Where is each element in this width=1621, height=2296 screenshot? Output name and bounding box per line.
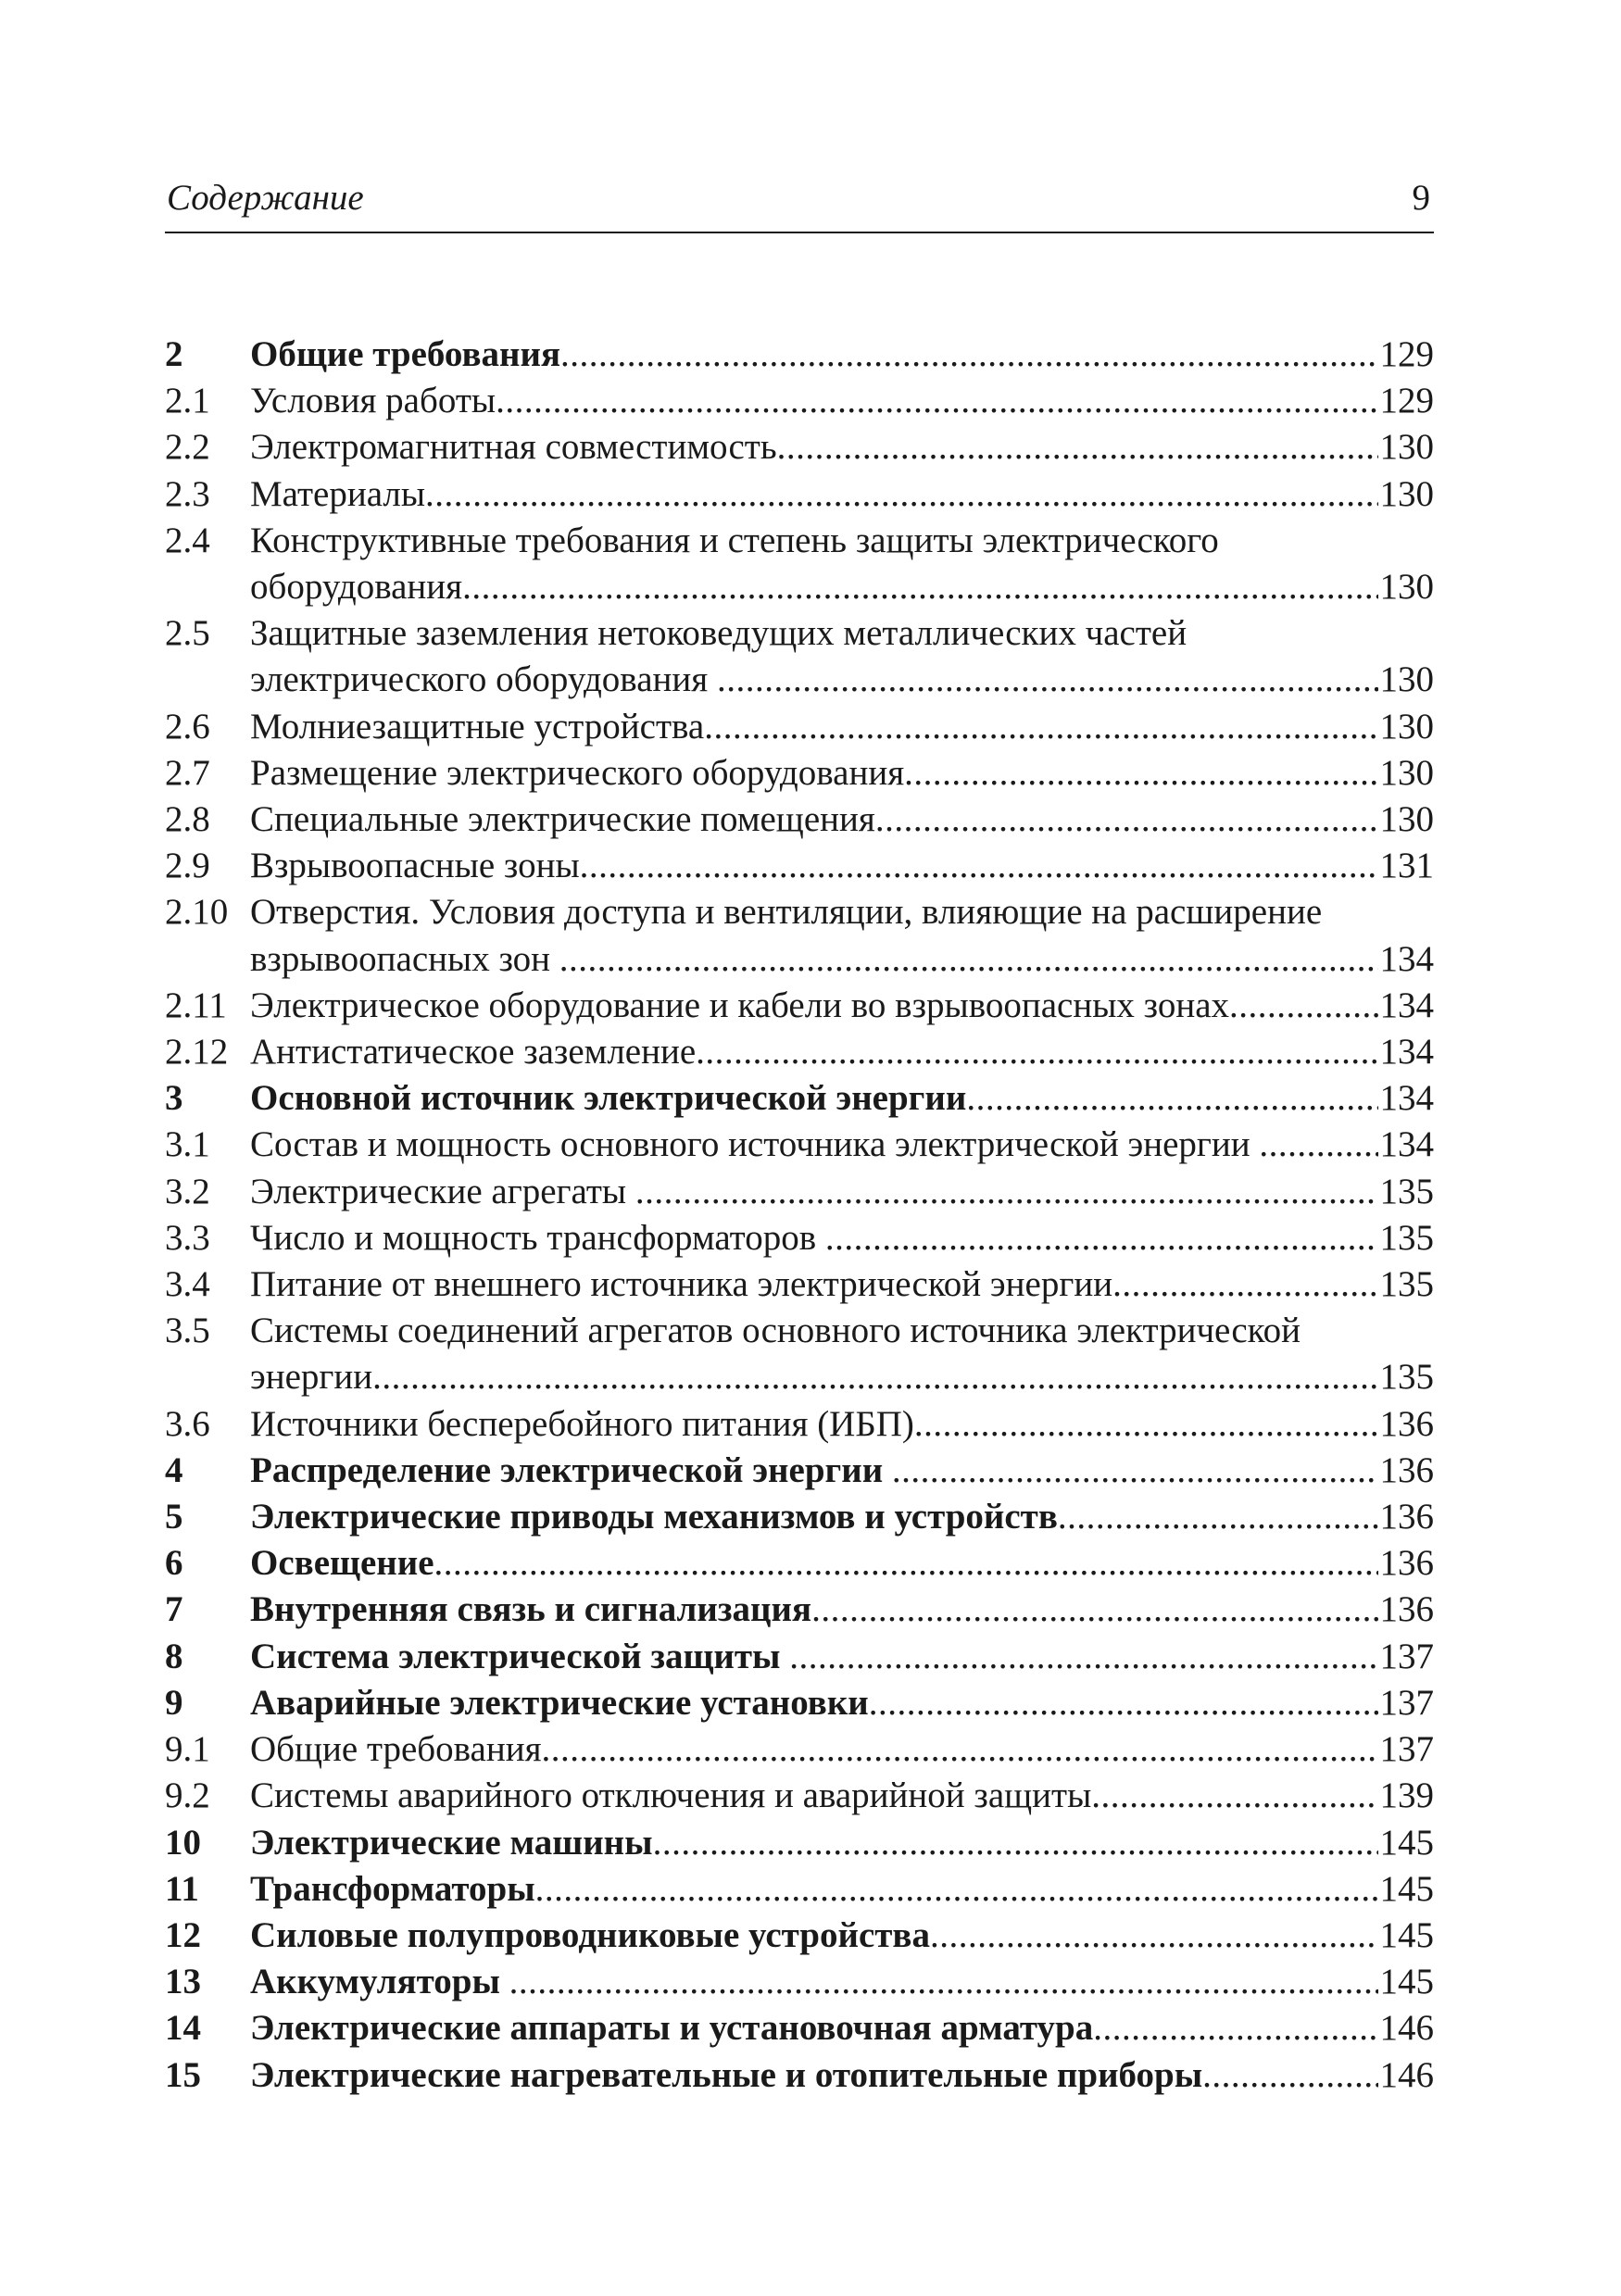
- toc-entry-number: 15: [165, 2054, 201, 2095]
- toc-entry-title: Общие требования: [250, 1729, 542, 1770]
- toc-entry: [165, 1866, 1434, 1913]
- toc-entry-body: [250, 1634, 1434, 1680]
- toc-entry-leader-line: [250, 332, 1434, 378]
- toc-entry-page: 129: [1379, 334, 1434, 374]
- toc-entry-number: 5: [165, 1497, 183, 1537]
- toc-entry-leader-line: [250, 1215, 1434, 1261]
- toc-entry-leader-line: [250, 983, 1434, 1029]
- toc-entry-number: 3.4: [165, 1264, 210, 1305]
- dot-leader: [825, 1215, 1378, 1261]
- toc-entry: [165, 1401, 1434, 1448]
- running-header: [165, 174, 1434, 233]
- dot-leader: [1058, 1494, 1378, 1540]
- dot-leader: [425, 471, 1377, 518]
- dot-leader: [560, 332, 1377, 378]
- toc-entry: [165, 1215, 1434, 1261]
- toc-entry-body: [250, 750, 1434, 797]
- toc-entry: [165, 378, 1434, 424]
- toc-entry-page: 134: [1379, 1124, 1434, 1165]
- toc-entry-number: 3.6: [165, 1403, 210, 1444]
- toc-entry-page: 130: [1379, 567, 1434, 608]
- toc-entry-page: 130: [1379, 473, 1434, 514]
- toc-entry-body: [250, 1122, 1434, 1168]
- toc-entry-body: [250, 704, 1434, 750]
- toc-entry-page: 135: [1379, 1264, 1434, 1305]
- dot-leader: [496, 378, 1377, 424]
- toc-entry-leader-line: [250, 471, 1434, 518]
- toc-entry-page: 145: [1379, 1914, 1434, 1955]
- toc-entry-number: 2: [165, 334, 183, 374]
- toc-entry: [165, 1540, 1434, 1587]
- toc-entry-leader-line: [250, 1773, 1434, 1819]
- toc-entry-body: [250, 1308, 1434, 1400]
- toc-entry-title: энергии: [250, 1357, 373, 1398]
- toc-entry: [165, 750, 1434, 797]
- dot-leader: [653, 1820, 1378, 1866]
- toc-entry: [165, 424, 1434, 470]
- toc-entry-leader-line: [250, 1866, 1434, 1913]
- toc-entry-body: [250, 1215, 1434, 1261]
- toc-entry-number: 8: [165, 1636, 183, 1676]
- toc-entry-leader-line: [250, 564, 1434, 610]
- toc-entry: [165, 1261, 1434, 1308]
- toc-entry-page: 130: [1379, 427, 1434, 468]
- toc-entry-body: [250, 1169, 1434, 1215]
- dot-leader: [1259, 1122, 1377, 1168]
- toc-entry-title-line: Конструктивные требования и степень защиты электрического: [250, 520, 1219, 560]
- toc-entry-title: Силовые полупроводниковые устройства: [250, 1914, 930, 1955]
- toc-entry-title: Системы аварийного отключения и аварийной защиты: [250, 1775, 1092, 1816]
- dot-leader: [717, 657, 1378, 703]
- toc-entry-body: [250, 1261, 1434, 1308]
- toc-entry-number: 2.2: [165, 427, 210, 468]
- toc-entry-leader-line: [250, 1959, 1434, 2005]
- toc-entry-number: 7: [165, 1589, 183, 1630]
- toc-entry: [165, 983, 1434, 1029]
- toc-entry-page: 136: [1379, 1403, 1434, 1444]
- toc-entry-title: Трансформаторы: [250, 1868, 535, 1909]
- table-of-contents: [165, 332, 1434, 2099]
- toc-entry-title-line: Защитные заземления нетоковедущих металлических частей: [250, 613, 1187, 654]
- toc-entry-body: [250, 1448, 1434, 1494]
- toc-entry-number: 3.3: [165, 1217, 210, 1258]
- toc-entry-body: [250, 1540, 1434, 1587]
- toc-entry-number: 13: [165, 1962, 201, 2002]
- toc-entry-page: 130: [1379, 659, 1434, 700]
- toc-entry: [165, 1122, 1434, 1168]
- toc-entry-body: [250, 1587, 1434, 1633]
- toc-entry-title: Электрические машины: [250, 1822, 653, 1863]
- toc-entry-number: 2.3: [165, 473, 210, 514]
- page-number: 9: [1412, 178, 1430, 218]
- toc-entry: [165, 332, 1434, 378]
- toc-entry-body: [250, 471, 1434, 518]
- toc-entry-number: 4: [165, 1449, 183, 1490]
- dot-leader: [704, 704, 1377, 750]
- toc-entry-title: Электрические аппараты и установочная арматура: [250, 2008, 1094, 2049]
- toc-entry-body: [250, 332, 1434, 378]
- dot-leader: [789, 1634, 1377, 1680]
- toc-entry-title: Аварийные электрические установки: [250, 1682, 869, 1723]
- toc-entry-number: 2.10: [165, 892, 229, 933]
- toc-entry-title: Аккумуляторы: [250, 1962, 509, 2002]
- toc-entry-title: Размещение электрического оборудования: [250, 752, 905, 793]
- toc-entry: [165, 1820, 1434, 1866]
- toc-entry-page: 134: [1379, 985, 1434, 1025]
- toc-entry-leader-line: [250, 657, 1434, 703]
- toc-entry-title: Основной источник электрической энергии: [250, 1078, 967, 1119]
- dot-leader: [542, 1726, 1378, 1773]
- toc-entry-number: 11: [165, 1868, 199, 1909]
- dot-leader: [559, 936, 1378, 983]
- toc-entry-body: [250, 889, 1434, 982]
- toc-entry-leader-line: [250, 1169, 1434, 1215]
- toc-entry-number: 2.12: [165, 1032, 229, 1073]
- toc-entry: [165, 1029, 1434, 1075]
- toc-entry-page: 130: [1379, 752, 1434, 793]
- dot-leader: [777, 424, 1378, 470]
- toc-entry-title: Специальные электрические помещения: [250, 799, 875, 840]
- toc-entry-number: 12: [165, 1914, 201, 1955]
- toc-entry-number: 2.6: [165, 706, 210, 747]
- dot-leader: [1093, 2005, 1377, 2051]
- toc-entry-leader-line: [250, 1448, 1434, 1494]
- toc-entry-body: [250, 1075, 1434, 1122]
- toc-entry-body: [250, 2005, 1434, 2051]
- dot-leader: [930, 1913, 1378, 1959]
- dot-leader: [535, 1866, 1378, 1913]
- toc-entry-leader-line: [250, 1354, 1434, 1400]
- toc-entry-page: 137: [1379, 1729, 1434, 1770]
- toc-entry-leader-line: [250, 1261, 1434, 1308]
- toc-entry-page: 134: [1379, 938, 1434, 979]
- toc-entry-number: 3: [165, 1078, 183, 1119]
- toc-entry-body: [250, 843, 1434, 889]
- toc-entry-title: взрывоопасных зон: [250, 938, 559, 979]
- toc-entry-body: [250, 1726, 1434, 1773]
- toc-entry-title: Распределение электрической энергии: [250, 1449, 892, 1490]
- dot-leader: [1091, 1773, 1377, 1819]
- toc-entry-title: Внутренняя связь и сигнализация: [250, 1589, 812, 1630]
- toc-entry-leader-line: [250, 936, 1434, 983]
- toc-entry-number: 2.9: [165, 846, 210, 886]
- toc-entry-number: 2.1: [165, 381, 210, 421]
- toc-entry-title: Источники бесперебойного питания (ИБП): [250, 1403, 914, 1444]
- toc-entry-body: [250, 424, 1434, 470]
- toc-entry-body: [250, 1913, 1434, 1959]
- toc-entry-page: 130: [1379, 706, 1434, 747]
- toc-entry-number: 6: [165, 1543, 183, 1584]
- toc-entry-page: 137: [1379, 1636, 1434, 1676]
- toc-entry-page: 136: [1379, 1449, 1434, 1490]
- toc-entry-page: 139: [1379, 1775, 1434, 1816]
- toc-entry-title: Общие требования: [250, 334, 561, 374]
- toc-entry-number: 9.1: [165, 1729, 210, 1770]
- toc-entry-leader-line: [250, 1820, 1434, 1866]
- toc-entry: [165, 1680, 1434, 1726]
- toc-entry: [165, 518, 1434, 610]
- toc-entry-leader-line: [250, 1122, 1434, 1168]
- toc-entry-page: 134: [1379, 1032, 1434, 1073]
- toc-entry-number: 2.11: [165, 985, 227, 1025]
- toc-entry-title: Электрические агрегаты: [250, 1171, 635, 1211]
- toc-entry-body: [250, 1401, 1434, 1448]
- dot-leader: [1112, 1261, 1377, 1308]
- toc-entry-number: 2.5: [165, 613, 210, 654]
- toc-entry-title: Освещение: [250, 1543, 434, 1584]
- toc-entry-number: 9.2: [165, 1775, 210, 1816]
- dot-leader: [869, 1680, 1378, 1726]
- toc-entry-title-line: Системы соединений агрегатов основного источника электрической: [250, 1311, 1301, 1351]
- toc-entry: [165, 1075, 1434, 1122]
- toc-entry-number: 9: [165, 1682, 183, 1723]
- toc-entry-leader-line: [250, 1029, 1434, 1075]
- toc-entry-leader-line: [250, 843, 1434, 889]
- toc-entry-page: 135: [1379, 1217, 1434, 1258]
- toc-entry-page: 135: [1379, 1171, 1434, 1211]
- toc-entry-page: 135: [1379, 1357, 1434, 1398]
- toc-entry-leader-line: [250, 424, 1434, 470]
- toc-entry-title: оборудования: [250, 567, 463, 608]
- toc-entry-title: Условия работы: [250, 381, 496, 421]
- dot-leader: [904, 750, 1377, 797]
- toc-entry-title: Взрывоопасные зоны: [250, 846, 580, 886]
- toc-entry-body: [250, 378, 1434, 424]
- toc-entry-page: 146: [1379, 2008, 1434, 2049]
- toc-entry-body: [250, 2052, 1434, 2099]
- toc-entry-body: [250, 610, 1434, 703]
- toc-entry-body: [250, 797, 1434, 843]
- toc-entry-page: 136: [1379, 1543, 1434, 1584]
- toc-entry-body: [250, 1494, 1434, 1540]
- toc-entry: [165, 1448, 1434, 1494]
- toc-entry-title: электрического оборудования: [250, 659, 717, 700]
- toc-entry: [165, 1308, 1434, 1400]
- toc-entry-body: [250, 1029, 1434, 1075]
- toc-entry-leader-line: [250, 1587, 1434, 1633]
- toc-entry-title: Антистатическое заземление: [250, 1032, 697, 1073]
- toc-entry-leader-line: [250, 1540, 1434, 1587]
- dot-leader: [462, 564, 1377, 610]
- toc-entry-number: 2.4: [165, 520, 210, 560]
- toc-entry-page: 136: [1379, 1589, 1434, 1630]
- toc-entry: [165, 843, 1434, 889]
- toc-entry: [165, 797, 1434, 843]
- dot-leader: [635, 1169, 1378, 1215]
- dot-leader: [696, 1029, 1377, 1075]
- toc-entry-page: 145: [1379, 1868, 1434, 1909]
- toc-entry-body: [250, 983, 1434, 1029]
- toc-entry: [165, 1959, 1434, 2005]
- toc-entry-body: [250, 1866, 1434, 1913]
- dot-leader: [914, 1401, 1378, 1448]
- toc-entry-body: [250, 1773, 1434, 1819]
- running-header-title: Содержание: [167, 178, 364, 218]
- dot-leader: [1229, 983, 1377, 1029]
- toc-entry-leader-line: [250, 1913, 1434, 1959]
- toc-entry-title: Электромагнитная совместимость: [250, 427, 777, 468]
- toc-entry-leader-line: [250, 750, 1434, 797]
- toc-entry-title: Состав и мощность основного источника электрической энергии: [250, 1124, 1260, 1165]
- toc-entry-leader-line: [250, 704, 1434, 750]
- dot-leader: [372, 1354, 1377, 1400]
- toc-entry-number: 3.2: [165, 1171, 210, 1211]
- toc-entry: [165, 889, 1434, 982]
- toc-entry-page: 137: [1379, 1682, 1434, 1723]
- dot-leader: [434, 1540, 1378, 1587]
- toc-entry-page: 131: [1379, 846, 1434, 886]
- toc-entry-page: 130: [1379, 799, 1434, 840]
- toc-entry-leader-line: [250, 1680, 1434, 1726]
- dot-leader: [892, 1448, 1378, 1494]
- toc-entry: [165, 610, 1434, 703]
- toc-entry-body: [250, 518, 1434, 610]
- toc-entry-leader-line: [250, 2005, 1434, 2051]
- toc-entry-number: 3.5: [165, 1311, 210, 1351]
- toc-entry: [165, 1726, 1434, 1773]
- toc-entry: [165, 2005, 1434, 2051]
- toc-entry-number: 10: [165, 1822, 201, 1863]
- toc-entry-page: 146: [1379, 2054, 1434, 2095]
- toc-entry-leader-line: [250, 1634, 1434, 1680]
- dot-leader: [580, 843, 1378, 889]
- toc-entry-leader-line: [250, 1075, 1434, 1122]
- toc-entry: [165, 1494, 1434, 1540]
- toc-entry-leader-line: [250, 1726, 1434, 1773]
- toc-entry-title: Число и мощность трансформаторов: [250, 1217, 825, 1258]
- toc-entry: [165, 1169, 1434, 1215]
- toc-entry-title: Питание от внешнего источника электрической энергии: [250, 1264, 1113, 1305]
- toc-entry-page: 134: [1379, 1078, 1434, 1119]
- toc-entry-body: [250, 1820, 1434, 1866]
- toc-entry: [165, 1773, 1434, 1819]
- toc-entry-number: 2.8: [165, 799, 210, 840]
- toc-entry-number: 2.7: [165, 752, 210, 793]
- toc-entry-leader-line: [250, 1494, 1434, 1540]
- toc-entry-title: Система электрической защиты: [250, 1636, 790, 1676]
- toc-entry-page: 145: [1379, 1822, 1434, 1863]
- toc-entry-page: 145: [1379, 1962, 1434, 2002]
- toc-entry-leader-line: [250, 2052, 1434, 2099]
- dot-leader: [875, 797, 1378, 843]
- toc-entry-title: Электрическое оборудование и кабели во взрывоопасных зонах: [250, 985, 1230, 1025]
- toc-entry-title: Молниезащитные устройства: [250, 706, 705, 747]
- toc-entry-title: Электрические нагревательные и отопительные приборы: [250, 2054, 1203, 2095]
- toc-entry-page: 136: [1379, 1497, 1434, 1537]
- toc-entry-number: 14: [165, 2008, 201, 2049]
- toc-entry-title: Материалы: [250, 473, 426, 514]
- toc-entry-page: 129: [1379, 381, 1434, 421]
- toc-entry-title: Электрические приводы механизмов и устройств: [250, 1497, 1058, 1537]
- toc-entry-number: 3.1: [165, 1124, 210, 1165]
- toc-entry: [165, 471, 1434, 518]
- toc-entry: [165, 2052, 1434, 2099]
- toc-entry: [165, 1913, 1434, 1959]
- toc-entry: [165, 1634, 1434, 1680]
- toc-entry-leader-line: [250, 797, 1434, 843]
- toc-entry-body: [250, 1959, 1434, 2005]
- toc-entry: [165, 704, 1434, 750]
- toc-entry-leader-line: [250, 1401, 1434, 1448]
- toc-entry-leader-line: [250, 378, 1434, 424]
- toc-entry-body: [250, 1680, 1434, 1726]
- toc-entry-title-line: Отверстия. Условия доступа и вентиляции, влияющие на расширение: [250, 892, 1323, 933]
- dot-leader: [1202, 2052, 1377, 2099]
- dot-leader: [509, 1959, 1378, 2005]
- dot-leader: [966, 1075, 1377, 1122]
- toc-entry: [165, 1587, 1434, 1633]
- dot-leader: [811, 1587, 1377, 1633]
